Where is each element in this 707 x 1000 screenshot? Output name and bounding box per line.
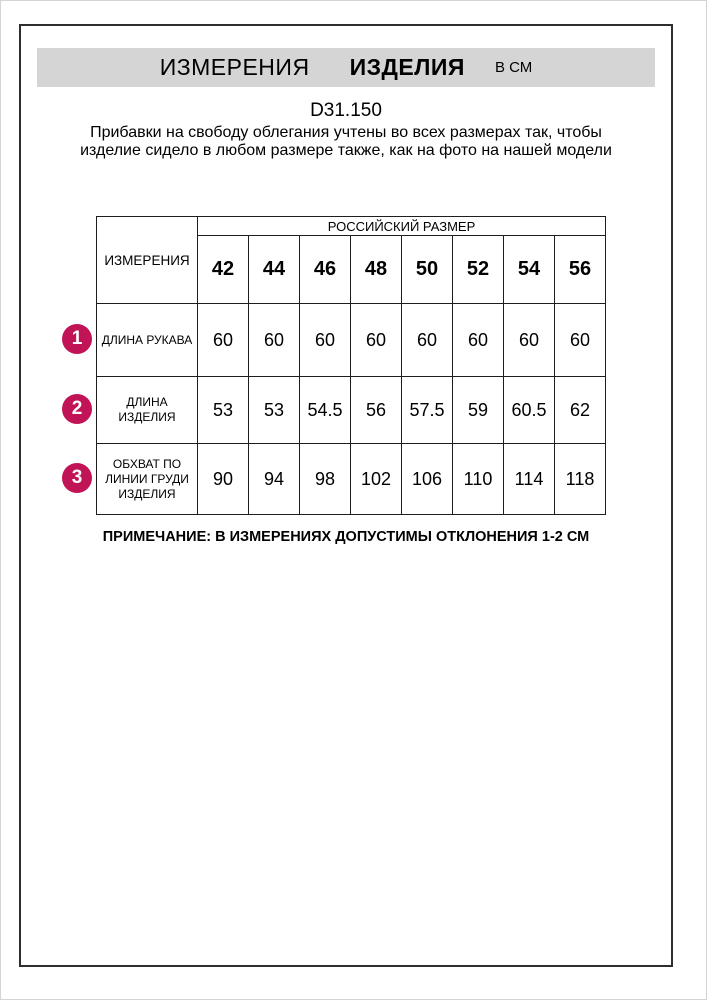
size-header: 46 [300,236,351,304]
size-header: 44 [249,236,300,304]
row-number-1: 1 [71,328,83,349]
size-header: 56 [555,236,606,304]
cell-value: 98 [300,444,351,515]
tolerance-note: ПРИМЕЧАНИЕ: В ИЗМЕРЕНИЯХ ДОПУСТИМЫ ОТКЛОНЕНИЯ 1-2 СМ [102,529,590,545]
cell-value: 60 [402,304,453,377]
cell-value: 57.5 [402,377,453,444]
row-label: ДЛИНА ИЗДЕЛИЯ [97,377,198,444]
size-header: 52 [453,236,504,304]
table-row-item-length [97,377,606,444]
cell-value: 114 [504,444,555,515]
size-header: 50 [402,236,453,304]
size-group-header-row [97,217,606,236]
cell-value: 59 [453,377,504,444]
cell-value: 90 [198,444,249,515]
size-header: 42 [198,236,249,304]
cell-value: 60 [300,304,351,377]
size-header: 54 [504,236,555,304]
cell-value: 53 [198,377,249,444]
table-row-sleeve-length [97,304,606,377]
row-number-badge-1 [62,324,92,354]
header-title-product: ИЗДЕЛИЯ [349,54,465,80]
row-number-badge-3 [62,463,92,493]
product-code: D31.150 [310,100,382,121]
cell-value: 60 [351,304,402,377]
russian-size-header: РОССИЙСКИЙ РАЗМЕР [198,217,606,236]
cell-value: 60 [249,304,300,377]
row-number-badge-2 [62,394,92,424]
row-number-2: 2 [71,398,83,419]
cell-value: 62 [555,377,606,444]
measurements-column-header: ИЗМЕРЕНИЯ [97,217,198,304]
row-label: ДЛИНА РУКАВА [97,304,198,377]
cell-value: 106 [402,444,453,515]
size-header: 48 [351,236,402,304]
header-unit-label: В СМ [494,59,533,76]
cell-value: 102 [351,444,402,515]
table-row-chest-girth [97,444,606,515]
measurements-section [21,216,671,515]
cell-value: 118 [555,444,606,515]
cell-value: 60 [504,304,555,377]
page-frame [19,24,673,967]
cell-value: 94 [249,444,300,515]
header-bar [37,48,655,87]
cell-value: 60 [453,304,504,377]
product-description: Прибавки на свободу облегания учтены во всех размерах так, чтобы изделие сидело в любом размере также, как на фото на нашей модели [80,124,612,159]
row-number-3: 3 [71,467,83,488]
cell-value: 56 [351,377,402,444]
cell-value: 110 [453,444,504,515]
cell-value: 53 [249,377,300,444]
header-title-measurements: ИЗМЕРЕНИЯ [159,54,310,80]
row-label: ОБХВАТ ПО ЛИНИИ ГРУДИ ИЗДЕЛИЯ [97,444,198,515]
cell-value: 60 [555,304,606,377]
cell-value: 60.5 [504,377,555,444]
cell-value: 54.5 [300,377,351,444]
measurements-table [96,216,606,515]
cell-value: 60 [198,304,249,377]
